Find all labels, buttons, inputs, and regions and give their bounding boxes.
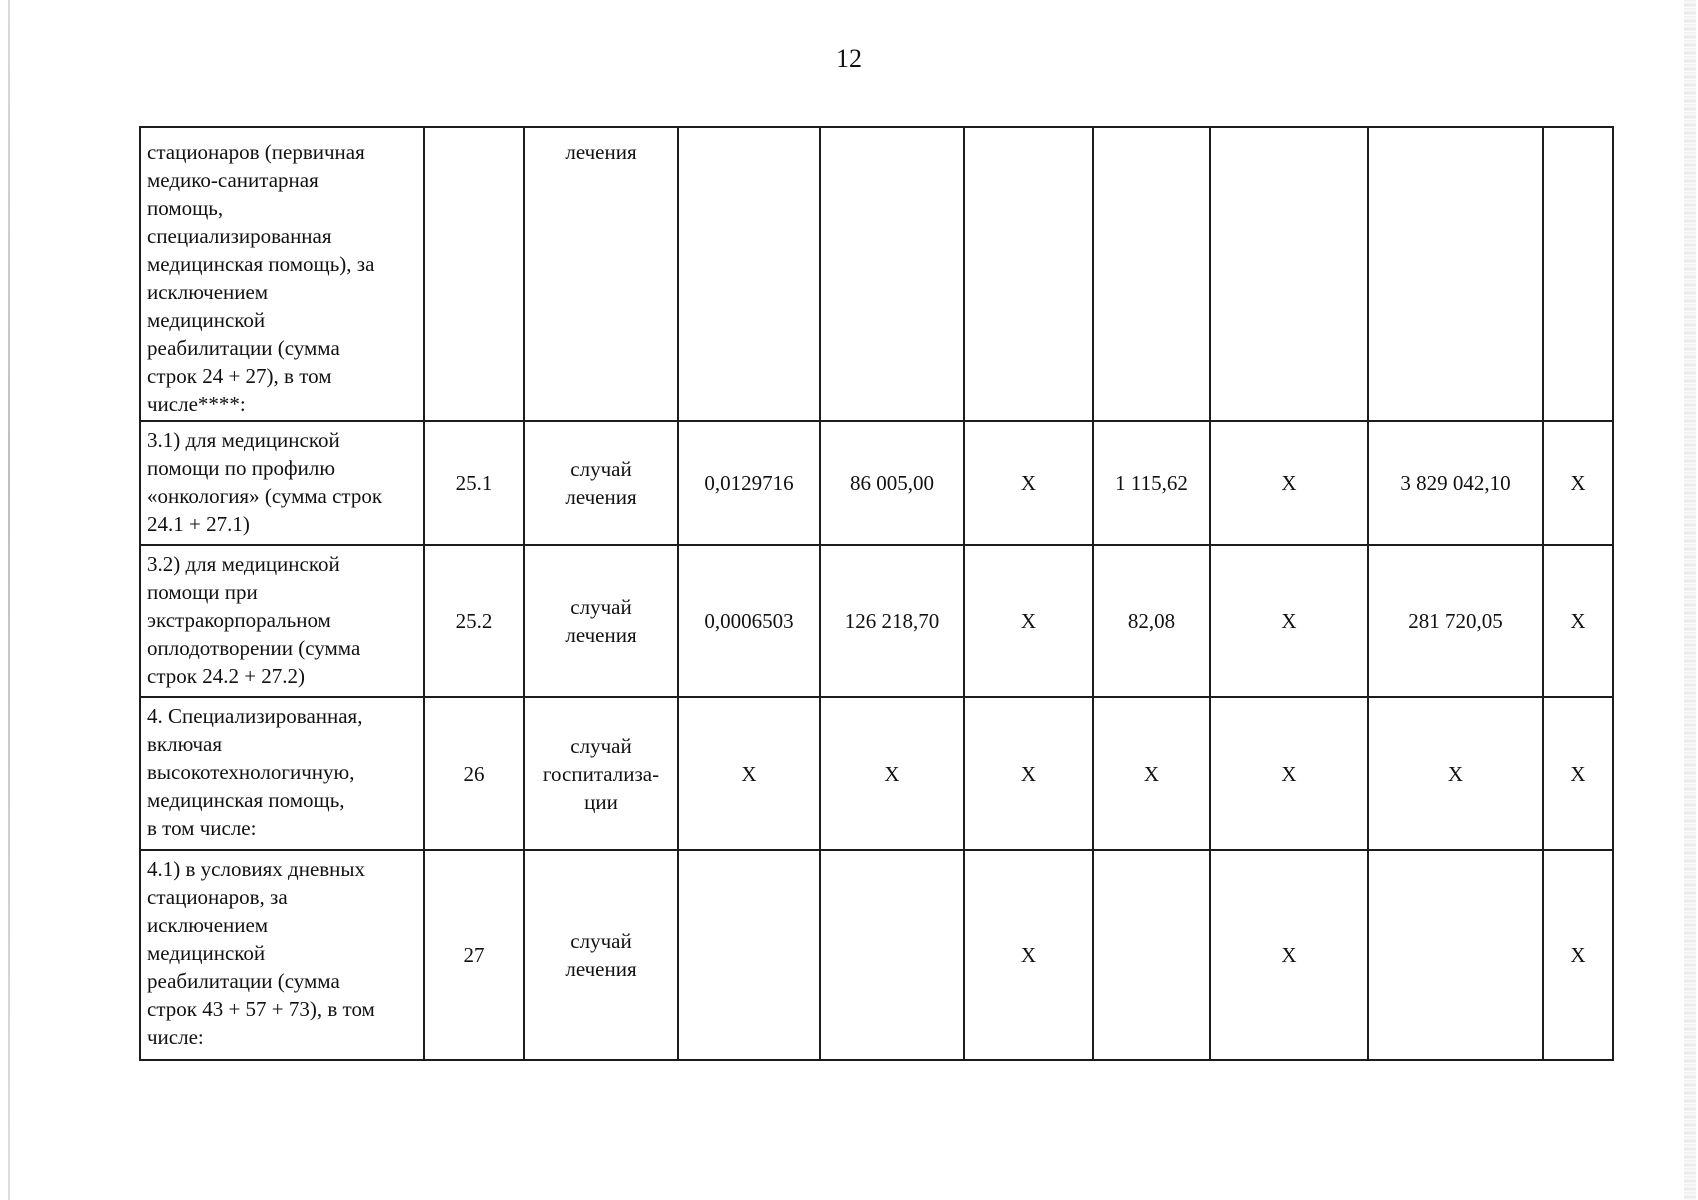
value-cell: X [1543,421,1613,545]
line-number-cell [424,127,524,421]
unit-cell: случай лечения [524,545,678,697]
value-cell: 0,0129716 [678,421,820,545]
value-cell: X [820,697,964,850]
value-cell [1210,127,1368,421]
value-cell: X [1543,697,1613,850]
line-number-cell: 26 [424,697,524,850]
table-row [140,421,1613,545]
value-cell: 1 115,62 [1093,421,1210,545]
line-number-cell: 27 [424,850,524,1060]
value-cell: X [964,850,1093,1060]
value-cell: X [1543,545,1613,697]
row-name-cell: стационаров (первичная медико-санитарная помощь, специализированная медицинская помощь), за исключением медицинской реабилитации (сумма строк 24 + 27), в том числе****: [140,127,424,421]
line-number-cell: 25.2 [424,545,524,697]
value-cell: X [964,697,1093,850]
unit-cell: случай лечения [524,421,678,545]
line-number-cell: 25.1 [424,421,524,545]
value-cell: X [1210,850,1368,1060]
value-cell [1368,850,1543,1060]
value-cell: 126 218,70 [820,545,964,697]
scan-edge-left [8,0,10,1200]
value-cell: X [1543,850,1613,1060]
value-cell: 82,08 [1093,545,1210,697]
value-cell [678,127,820,421]
value-cell: X [964,545,1093,697]
value-cell: 281 720,05 [1368,545,1543,697]
scan-edge-right [1684,0,1696,1200]
value-cell [964,127,1093,421]
unit-cell: случай лечения [524,850,678,1060]
unit-cell: лечения [524,127,678,421]
value-cell: X [678,697,820,850]
table-row [140,850,1613,1060]
value-cell: 86 005,00 [820,421,964,545]
row-name-cell: 3.2) для медицинской помощи при экстракорпоральном оплодотворении (сумма строк 24.2 + 27.2) [140,545,424,697]
value-cell [1093,127,1210,421]
page-number: 12 [836,44,862,73]
value-cell: X [1210,545,1368,697]
value-cell [820,850,964,1060]
unit-cell: случай госпитализа- ции [524,697,678,850]
value-cell [1093,850,1210,1060]
row-name-cell: 3.1) для медицинской помощи по профилю «онкология» (сумма строк 24.1 + 27.1) [140,421,424,545]
value-cell [1543,127,1613,421]
value-cell: X [1210,697,1368,850]
table-row [140,697,1613,850]
value-cell [1368,127,1543,421]
value-cell: X [1368,697,1543,850]
value-cell [820,127,964,421]
table-row [140,127,1613,421]
row-name-cell: 4.1) в условиях дневных стационаров, за исключением медицинской реабилитации (сумма строк 43 + 57 + 73), в том числе: [140,850,424,1060]
value-cell: 0,0006503 [678,545,820,697]
data-table [139,126,1614,1061]
table-row [140,545,1613,697]
value-cell: X [1210,421,1368,545]
value-cell: X [964,421,1093,545]
row-name-cell: 4. Специализированная, включая высокотехнологичную, медицинская помощь, в том числе: [140,697,424,850]
value-cell: X [1093,697,1210,850]
value-cell [678,850,820,1060]
value-cell: 3 829 042,10 [1368,421,1543,545]
